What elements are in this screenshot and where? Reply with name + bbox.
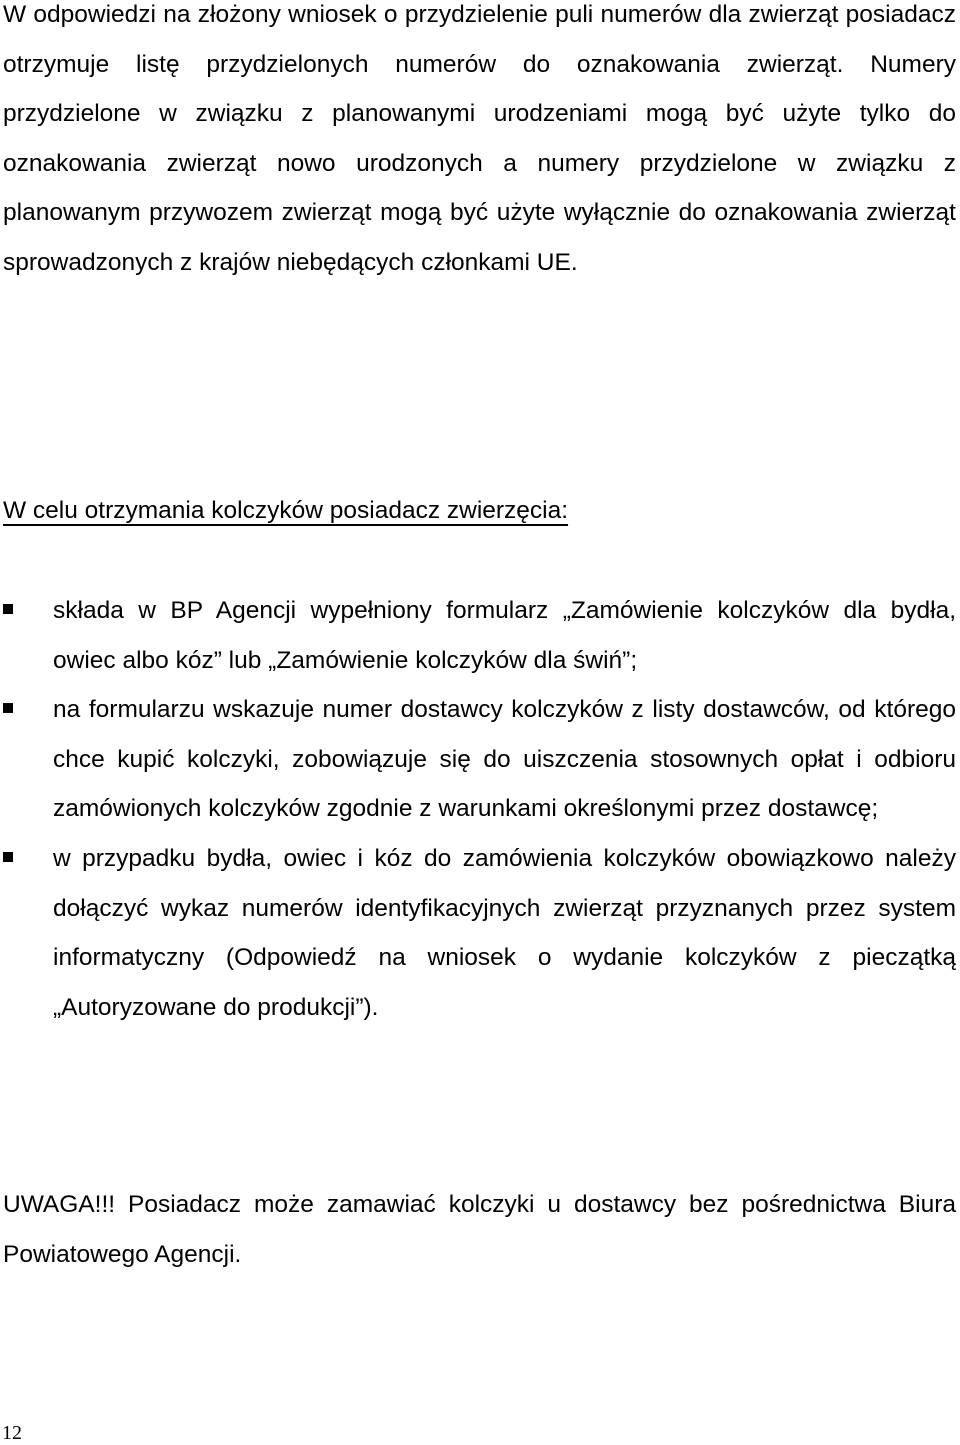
list-item xyxy=(0,586,956,685)
list-item-text: w przypadku bydła, owiec i kóz do zamówienia kolczyków obowiązkowo należy dołączyć wykaz numerów identyfikacyjnych zwierząt przyznanych przez system informatyczny (Odpowiedź na wniosek o wydanie kolczyków z pieczątką „Autoryzowane do produkcji”). xyxy=(53,844,956,1021)
square-bullet-icon xyxy=(3,604,13,614)
intro-paragraph: W odpowiedzi na złożony wniosek o przydzielenie puli numerów dla zwierząt posiadacz otrzymuje listę przydzielonych numerów do oznakowania zwierząt. Numery przydzielone w związku z planowanymi urodzeniami mogą być użyte tylko do oznakowania zwierząt nowo urodzonych a numery przydzielone w związku z planowanym przywozem zwierząt mogą być użyte wyłącznie do oznakowania zwierząt sprowadzonych z krajów niebędących członkami UE. xyxy=(3,1,956,276)
list-item xyxy=(0,685,956,834)
list-item-text: na formularzu wskazuje numer dostawcy kolczyków z listy dostawców, od którego chce kupić kolczyki, zobowiązuje się do uiszczenia stosownych opłat i odbioru zamówionych kolczyków zgodnie z warunkami określonymi przez dostawcę; xyxy=(53,696,956,823)
list-item xyxy=(0,834,956,1032)
page-number: 12 xyxy=(2,1422,22,1444)
warning-note: UWAGA!!! Posiadacz może zamawiać kolczyki u dostawcy bez pośrednictwa Biura Powiatowego Agencji. xyxy=(3,1191,956,1268)
list-item-text: składa w BP Agencji wypełniony formularz „Zamówienie kolczyków dla bydła, owiec albo kóz” lub „Zamówienie kolczyków dla świń”; xyxy=(53,597,956,674)
requirements-list xyxy=(0,586,960,1032)
section-heading: W celu otrzymania kolczyków posiadacz zwierzęcia: xyxy=(3,497,569,524)
square-bullet-icon xyxy=(3,852,13,862)
square-bullet-icon xyxy=(3,703,13,713)
